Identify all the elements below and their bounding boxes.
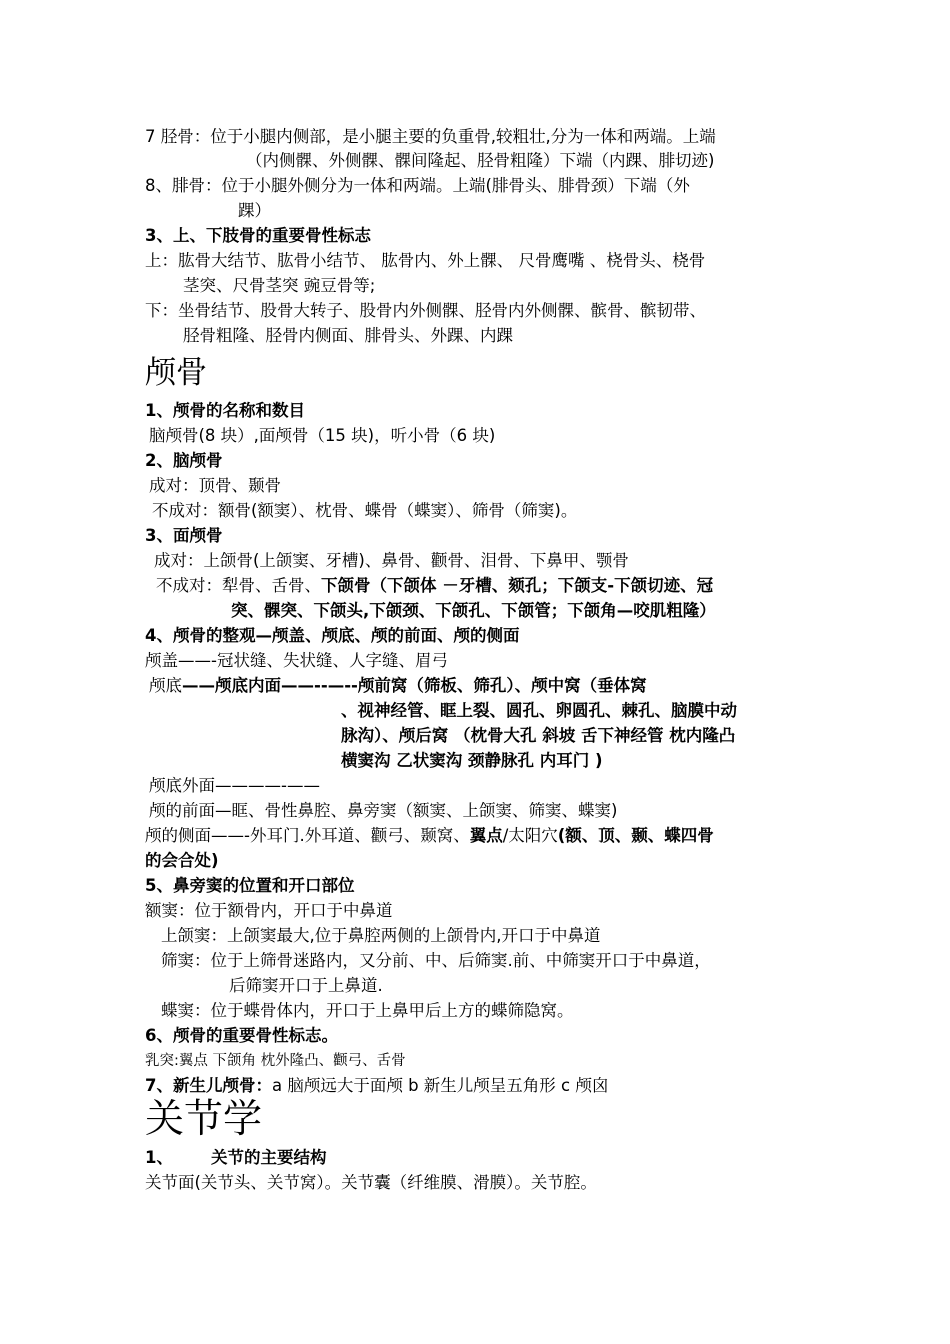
text-line: 筛窦：位于上筛骨迷路内，又分前、中、后筛窦.前、中筛窦开口于中鼻道， <box>161 951 711 970</box>
text-run-bold: 下颌骨（下颌体 －牙槽、颏孔；下颌支-下颌切迹、冠 <box>321 576 714 595</box>
text-line: 不成对：额骨(额窦）、枕骨、蝶骨（蝶窦）、筛骨（筛窦)。 <box>152 501 578 520</box>
section-heading: 4、颅骨的整观—颅盖、颅底、颅的前面、颅的侧面 <box>145 626 520 645</box>
text-run-bold: (额、顶、颞、蝶四骨 <box>557 826 714 845</box>
text-line: 上：肱骨大结节、肱骨小结节、 肱骨内、外上髁、 尺骨鹰嘴 、桡骨头、桡骨 <box>145 251 706 270</box>
text-line: 成对：上颌骨(上颌窦、牙槽)、鼻骨、颧骨、泪骨、下鼻甲、颚骨 <box>154 551 629 570</box>
text-line: 后筛窦开口于上鼻道. <box>229 976 383 995</box>
text-line: 脉沟）、颅后窝 （枕骨大孔 斜坡 舌下神经管 枕内隆凸 <box>341 726 736 745</box>
text-run: 颅底 <box>149 676 182 695</box>
text-run: 颅的侧面——-外耳门.外耳道、颧弓、颞窝、 <box>145 826 470 845</box>
heading-text: 关节的主要结构 <box>210 1148 327 1167</box>
text-line: 成对：顶骨、颞骨 <box>149 476 281 495</box>
text-line: 踝） <box>238 201 271 220</box>
text-line: 突、髁突、下颌头,下颌颈、下颌孔、下颌管；下颌角—咬肌粗隆） <box>231 601 716 620</box>
text-line: 横窦沟 乙状窦沟 颈静脉孔 内耳门 ) <box>341 751 603 770</box>
text-line: 乳突:翼点 下颌角 枕外隆凸、颧弓、舌骨 <box>145 1053 406 1069</box>
text-line: 脑颅骨(8 块）,面颅骨（15 块)，听小骨（6 块) <box>149 426 496 445</box>
text-line: 胫骨粗隆、胫骨内侧面、腓骨头、外踝、内踝 <box>183 326 513 345</box>
chapter-title-skull: 颅骨 <box>145 355 207 391</box>
text-line: 颅底外面————-—— <box>149 776 320 795</box>
text-line <box>149 674 647 698</box>
text-line: 关节面(关节头、关节窝）。关节囊（纤维膜、滑膜）。关节腔。 <box>145 1173 597 1192</box>
text-line: 颅的前面—眶、骨性鼻腔、鼻旁窦（额窦、上颌窦、筛窦、蝶窦) <box>149 801 618 820</box>
chapter-title-joints: 关节学 <box>145 1097 263 1142</box>
text-line: 茎突、尺骨茎突 豌豆骨等; <box>183 276 376 295</box>
section-heading <box>145 1146 326 1170</box>
text-line: （内侧髁、外侧髁、髁间隆起、胫骨粗隆）下端（内踝、腓切迹) <box>246 151 715 170</box>
text-run-bold: ——颅底内面——--—--颅前窝（筛板、筛孔）、颅中窝（垂体窝 <box>182 676 647 695</box>
text-line: 上颌窦：上颌窦最大,位于鼻腔两侧的上颌骨内,开口于中鼻道 <box>161 926 601 945</box>
section-heading: 1、颅骨的名称和数目 <box>145 401 305 420</box>
text-run: /太阳穴 <box>502 826 558 845</box>
heading-number: 1、 <box>145 1148 173 1167</box>
text-run: a 脑颅远大于面颅 b 新生儿颅呈五角形 c 颅囟 <box>271 1076 609 1095</box>
section-heading: 6、颅骨的重要骨性标志。 <box>145 1026 338 1045</box>
text-line: 8、腓骨：位于小腿外侧分为一体和两端。上端(腓骨头、腓骨颈）下端（外 <box>145 176 690 195</box>
text-line: 蝶窦：位于蝶骨体内，开口于上鼻甲后上方的蝶筛隐窝。 <box>161 1001 574 1020</box>
text-run: 不成对：犁骨、舌骨、 <box>156 576 321 595</box>
section-heading: 2、脑颅骨 <box>145 451 223 470</box>
text-line: 颅盖——-冠状缝、失状缝、人字缝、眉弓 <box>145 651 448 670</box>
text-line <box>156 574 713 598</box>
section-heading: 3、上、下肢骨的重要骨性标志 <box>145 226 371 245</box>
text-run-bold: 翼点 <box>469 826 503 845</box>
text-line: 的会合处) <box>145 851 219 870</box>
section-heading: 3、面颅骨 <box>145 526 223 545</box>
text-line <box>145 1074 608 1098</box>
text-line <box>145 824 714 848</box>
text-line: 7 胫骨：位于小腿内侧部，是小腿主要的负重骨,较粗壮,分为一体和两端。上端 <box>145 127 716 146</box>
text-run-bold: 7、新生儿颅骨： <box>145 1076 272 1095</box>
section-heading: 5、鼻旁窦的位置和开口部位 <box>145 876 355 895</box>
text-line: 下：坐骨结节、股骨大转子、股骨内外侧髁、胫骨内外侧髁、髌骨、髌韧带、 <box>145 301 706 320</box>
text-line: 额窦：位于额骨内，开口于中鼻道 <box>145 901 393 920</box>
text-line: 、视神经管、眶上裂、圆孔、卵圆孔、棘孔、脑膜中动 <box>341 701 737 720</box>
